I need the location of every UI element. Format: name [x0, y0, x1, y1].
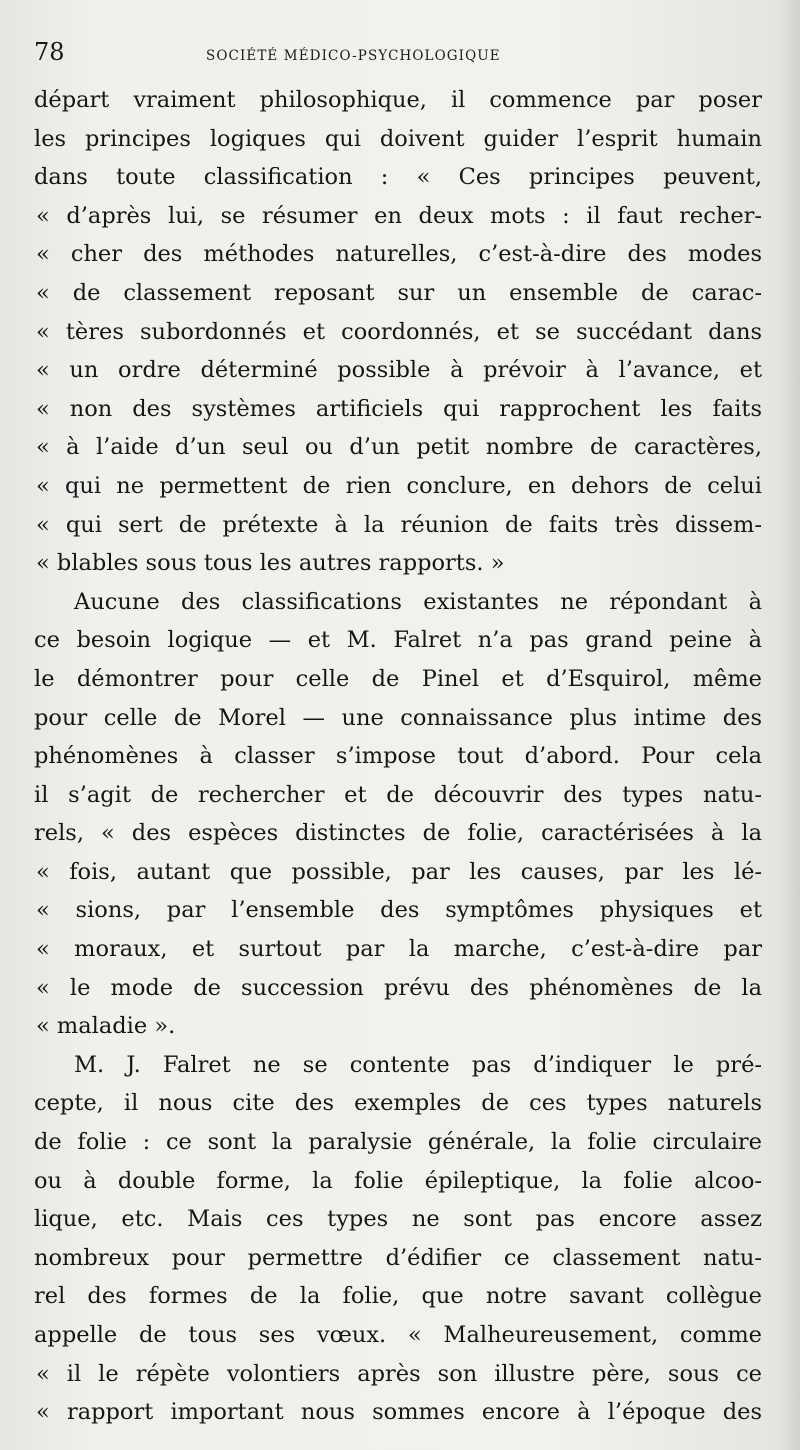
- text-line: « de classement reposant sur un ensemble de carac-: [36, 279, 762, 306]
- text-line: cepte, il nous cite des exemples de ces types naturels: [34, 1090, 762, 1117]
- text-line: rels, « des espèces distinctes de folie, caractérisées à la: [34, 820, 762, 847]
- text-line: rel des formes de la folie, que notre savant collègue: [34, 1283, 762, 1310]
- page-header: [34, 38, 774, 70]
- text-line: « à l’aide d’un seul ou d’un petit nombre de caractères,: [36, 434, 762, 461]
- text-line: dans toute classification : « Ces principes peuvent,: [34, 164, 762, 191]
- text-line: M. J. Falret ne se contente pas d’indiquer le pré-: [74, 1051, 762, 1078]
- text-line: « cher des méthodes naturelles, c’est-à-dire des modes: [36, 241, 762, 268]
- text-line: le démontrer pour celle de Pinel et d’Esquirol, même: [34, 665, 762, 692]
- text-line: nombreux pour permettre d’édifier ce classement natu-: [34, 1244, 762, 1271]
- text-line: appelle de tous ses vœux. « Malheureusement, comme: [34, 1322, 762, 1348]
- text-line: « non des systèmes artificiels qui rapprochent les faits: [36, 395, 762, 422]
- text-line: « un ordre déterminé possible à prévoir à l’avance, et: [36, 357, 762, 384]
- text-line: les principes logiques qui doivent guider l’esprit humain: [34, 125, 762, 152]
- text-line: départ vraiment philosophique, il commence par poser: [34, 87, 762, 113]
- text-line: « blables sous tous les autres rapports. »: [36, 550, 505, 577]
- text-line: « maladie ».: [36, 1013, 176, 1040]
- running-head: SOCIÉTÉ MÉDICO-PSYCHOLOGIQUE: [206, 48, 501, 64]
- text-line: Aucune des classifications existantes ne répondant à: [74, 588, 762, 615]
- text-line: « sions, par l’ensemble des symptômes physiques et: [36, 897, 762, 924]
- text-line: pour celle de Morel — une connaissance plus intime des: [34, 704, 762, 731]
- text-line: « tères subordonnés et coordonnés, et se succédant dans: [36, 318, 762, 345]
- text-line: « qui sert de prétexte à la réunion de faits très dissem-: [36, 511, 762, 538]
- page-number: 78: [34, 38, 65, 66]
- text-line: « moraux, et surtout par la marche, c’est-à-dire par: [36, 936, 762, 963]
- text-line: « le mode de succession prévu des phénomènes de la: [36, 974, 762, 1001]
- text-line: « d’après lui, se résumer en deux mots : il faut recher-: [36, 202, 762, 229]
- text-line: de folie : ce sont la paralysie générale, la folie circulaire: [34, 1129, 762, 1156]
- body-text: [34, 81, 762, 1432]
- text-line: « il le répète volontiers après son illustre père, sous ce: [36, 1360, 762, 1387]
- text-line: phénomènes à classer s’impose tout d’abord. Pour cela: [34, 743, 762, 770]
- text-line: « fois, autant que possible, par les causes, par les lé-: [36, 858, 762, 885]
- text-line: ce besoin logique — et M. Falret n’a pas grand peine à: [34, 627, 762, 654]
- text-line: lique, etc. Mais ces types ne sont pas encore assez: [34, 1206, 762, 1233]
- text-line: ou à double forme, la folie épileptique, la folie alcoo-: [34, 1167, 762, 1194]
- text-line: il s’agit de rechercher et de découvrir des types natu-: [34, 781, 762, 808]
- page-edge-shadow: [778, 0, 800, 1450]
- text-line: « qui ne permettent de rien conclure, en dehors de celui: [36, 472, 762, 499]
- text-line: « rapport important nous sommes encore à l’époque des: [36, 1399, 762, 1426]
